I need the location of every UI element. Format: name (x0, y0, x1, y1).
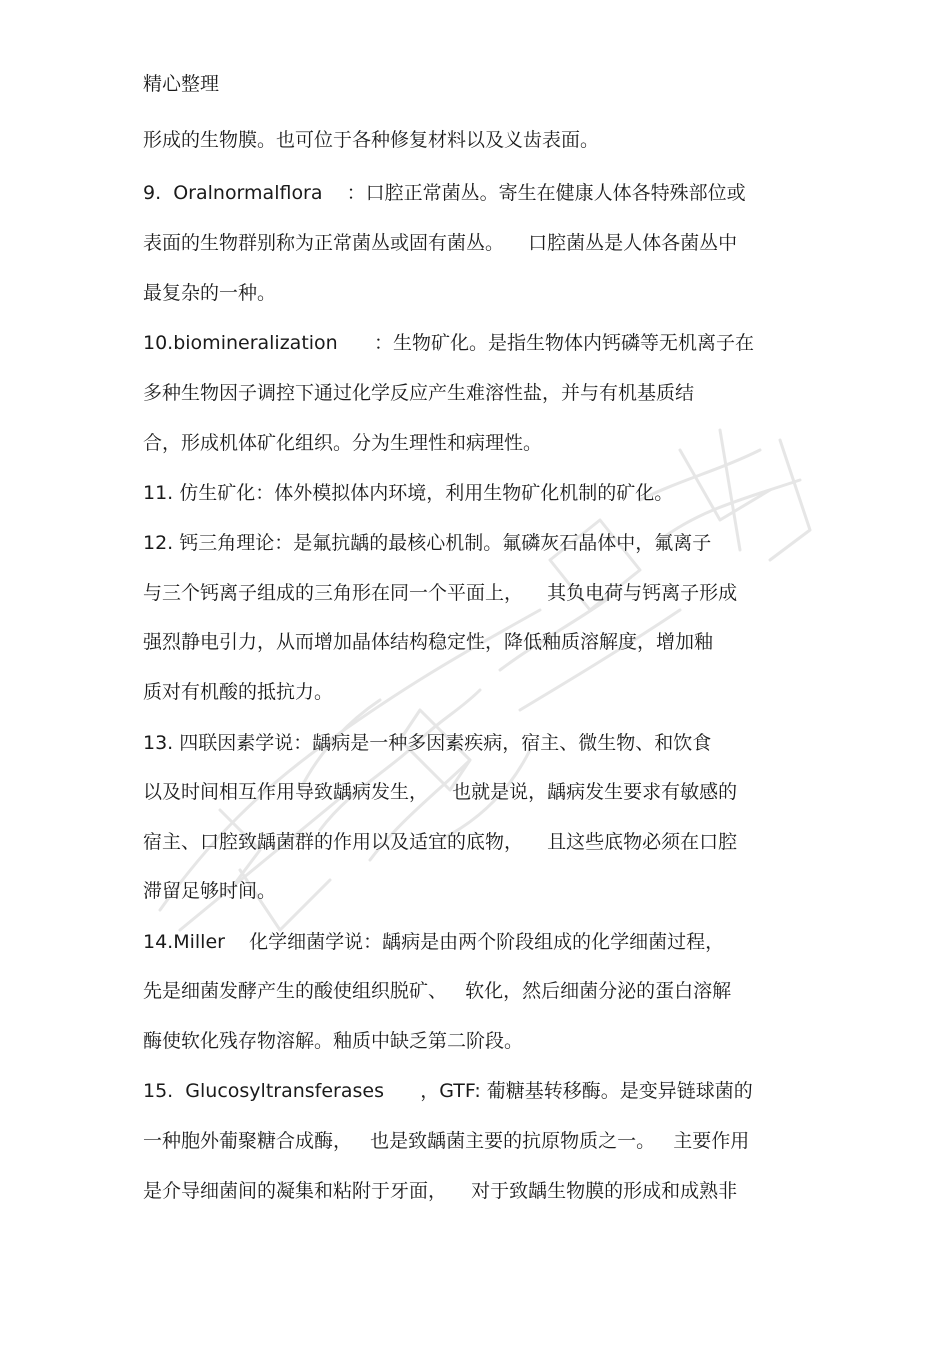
text-line: 12. 钙三角理论：是氟抗龋的最核心机制。氟磷灰石晶体中，氟离子 (143, 532, 712, 554)
text-line: 多种生物因子调控下通过化学反应产生难溶性盐，并与有机基质结 (143, 382, 695, 404)
text-line: 14.Miller 化学细菌学说：龋病是由两个阶段组成的化学细菌过程， (143, 931, 725, 953)
text-line: 宿主、口腔致龋菌群的作用以及适宜的底物， 且这些底物必须在口腔 (143, 831, 738, 853)
text-line: 是介导细菌间的凝集和粘附于牙面， 对于致龋生物膜的形成和成熟非 (143, 1180, 738, 1202)
text-line: 先是细菌发酵产生的酸使组织脱矿、 软化，然后细菌分泌的蛋白溶解 (143, 980, 732, 1002)
page-header: 精心整理 (143, 73, 220, 95)
text-line: 质对有机酸的抵抗力。 (143, 681, 334, 703)
text-line: 9. Oralnormalflora ：口腔正常菌丛。寄生在健康人体各特殊部位或 (143, 182, 746, 204)
text-line: 表面的生物群别称为正常菌丛或固有菌丛。 口腔菌丛是人体各菌丛中 (143, 232, 738, 254)
text-line: 强烈静电引力，从而增加晶体结构稳定性，降低釉质溶解度，增加釉 (143, 631, 714, 653)
text-line: 酶使软化残存物溶解。釉质中缺乏第二阶段。 (143, 1030, 524, 1052)
text-line: 一种胞外葡聚糖合成酶， 也是致龋菌主要的抗原物质之一。 主要作用 (143, 1130, 750, 1152)
text-line: 15. Glucosyltransferases ，GTF: 葡糖基转移酶。是变异链球菌的 (143, 1080, 753, 1102)
text-line: 合，形成机体矿化组织。分为生理性和病理性。 (143, 432, 543, 454)
text-line: 13. 四联因素学说：龋病是一种多因素疾病，宿主、微生物、和饮食 (143, 732, 712, 754)
text-line: 10.biomineralization ：生物矿化。是指生物体内钙磷等无机离子在 (143, 332, 754, 354)
text-line: 最复杂的一种。 (143, 282, 277, 304)
text-line: 以及时间相互作用导致龋病发生， 也就是说，龋病发生要求有敏感的 (143, 781, 738, 803)
text-line: 与三个钙离子组成的三角形在同一个平面上， 其负电荷与钙离子形成 (143, 582, 738, 604)
text-line: 滞留足够时间。 (143, 880, 277, 902)
text-line: 11. 仿生矿化：体外模拟体内环境，利用生物矿化机制的矿化。 (143, 482, 674, 504)
text-line: 形成的生物膜。也可位于各种修复材料以及义齿表面。 (143, 129, 600, 151)
